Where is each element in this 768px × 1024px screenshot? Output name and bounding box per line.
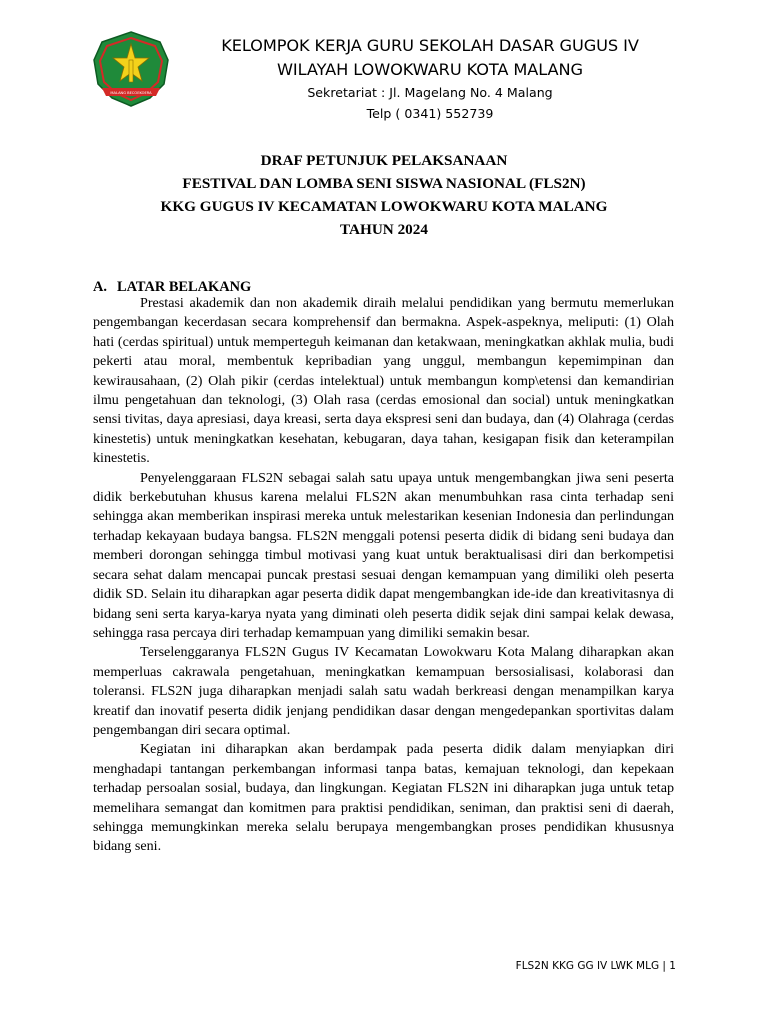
doc-title-line3: KKG GUGUS IV KECAMATAN LOWOKWARU KOTA MALANG xyxy=(160,198,608,215)
section-body xyxy=(93,294,674,857)
org-name-line2: WILAYAH LOWOKWARU KOTA MALANG xyxy=(277,60,583,79)
org-phone: Telp ( 0341) 552739 xyxy=(366,106,494,121)
paragraph-4: Kegiatan ini diharapkan akan berdampak pada peserta didik dalam menyiapkan diri menghadapi tantangan perkembangan informasi tanpa batas, kemajuan teknologi, dan kepekaan terhadap persoalan sosial, budaya, dan lingkungan. Kegiatan FLS2N ini diharapkan juga untuk tetap memelihara semangat dan komitmen para praktisi pendidikan, seniman, dan praktisi seni di daerah, sehingga memungkinkan mereka selalu berupaya mengembangkan proses pendidikan khususnya bidang seni. xyxy=(93,741,674,855)
doc-title-line2: FESTIVAL DAN LOMBA SENI SISWA NASIONAL (FLS2N) xyxy=(182,175,586,192)
paragraph-2: Penyelenggaraan FLS2N sebagai salah satu upaya untuk mengembangkan jiwa seni peserta didik berkebutuhan khusus karena melalui FLS2N akan menumbuhkan rasa cinta terhadap seni sehingga akan memberikan inspirasi mereka untuk melestarikan kesenian Indonesia dan perlindungan terhadap kekayaan budaya bangsa. FLS2N menggali potensi peserta didik di bidang seni budaya dan memberi dorongan sehingga timbul motivasi yang kuat untuk beraktualisasi diri dan berkompetisi secara sehat dalam mencapai puncak prestasi sesuai dengan kemampuan yang dimiliki oleh peserta didik SD. Selain itu diharapkan agar peserta didik dapat mengembangkan ide-ide dan kreativitasnya di bidang seni serta karya-karya nyata yang diminati oleh peserta didik sejak dini sampai kelak dewasa, sehingga rasa percaya diri terhadap kemampuan yang dimiliki semakin besar. xyxy=(93,469,674,641)
page-footer: FLS2N KKG GG IV LWK MLG | 1 xyxy=(515,960,676,972)
doc-title-line1: DRAF PETUNJUK PELAKSANAAN xyxy=(260,152,508,169)
section-heading-text: LATAR BELAKANG xyxy=(117,279,252,295)
paragraph-1: Prestasi akademik dan non akademik diraih melalui pendidikan yang bermutu memerlukan pengembangan kecerdasan secara komprehensif dan bermakna. Aspek-aspeknya, meliputi: (1) Olah hati (cerdas spiritual) untuk memperteguh keimanan dan ketakwaan, meningkatkan akhlak mulia, budi pekerti atau moral, membentuk kepribadian yang unggul, membangun kepemimpinan dan kewirausahaan, (2) Olah pikir (cerdas intelektual) untuk membangun komp\etensi dan kemandirian ilmu pengetahuan dan teknologi, (3) Olah rasa (cerdas emosional dan social) untuk meningkatkan sensi tivitas, daya apresiasi, daya kreasi, serta daya ekspresi seni dan budaya, dan (4) Olahraga (cerdas kinestetis) untuk meningkatkan kesehatan, kebugaran, daya tahan, kesigapan fisik dan keterampilan kinestetis. xyxy=(93,295,674,467)
paragraph-3: Terselenggaranya FLS2N Gugus IV Kecamatan Lowokwaru Kota Malang diharapkan akan memperluas cakrawala pengetahuan, meningkatkan kemampuan bersosialisasi, kolaborasi dan toleransi. FLS2N juga diharapkan menjadi salah satu wadah berkreasi dengan menampilkan karya kreatif dan inovatif peserta didik jenjang pendidikan dasar dengan mengedepankan sportivitas dalam pengembangan diri secara optimal. xyxy=(93,644,674,738)
org-address: Sekretariat : Jl. Magelang No. 4 Malang xyxy=(307,85,553,100)
org-name-line1: KELOMPOK KERJA GURU SEKOLAH DASAR GUGUS IV xyxy=(221,36,639,55)
doc-title-line4: TAHUN 2024 xyxy=(340,221,428,238)
section-number: A. xyxy=(93,279,107,295)
emblem-motto: MALANG BECOEKOERA xyxy=(110,91,152,95)
kota-malang-emblem-icon xyxy=(88,30,174,108)
